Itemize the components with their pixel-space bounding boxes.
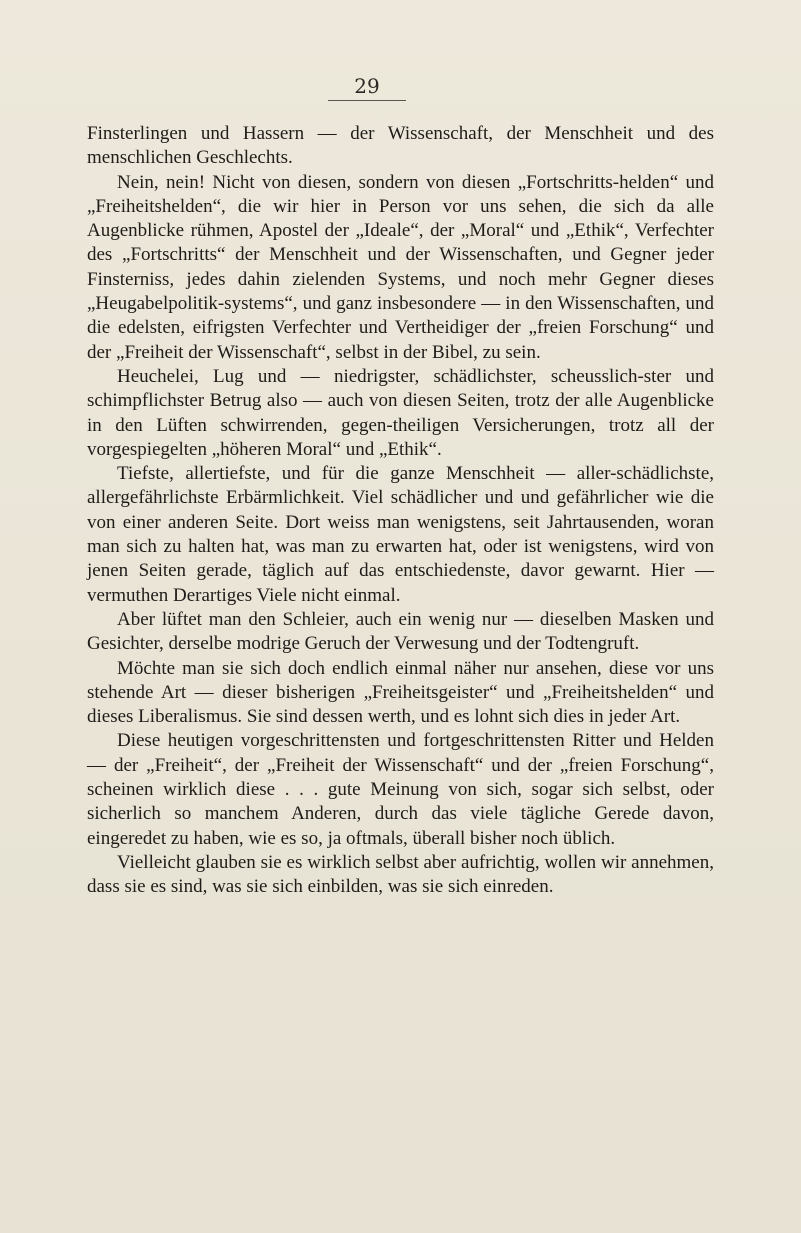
paragraph-8: Vielleicht glauben sie es wirklich selbst aber aufrichtig, wollen wir annehmen, dass sie es sind, was sie sich einbilden, was sie sich einreden. bbox=[87, 851, 714, 898]
page-number: 29 bbox=[328, 76, 406, 101]
paragraph-3: Heuchelei, Lug und — niedrigster, schädlichster, scheusslich-ster und schimpflichster Betrug also — auch von diesen Seiten, trotz der alle Augenblicke in den Lüften schwirrenden, gegen-theiligen Versicherungen, trotz all der vorgespiegelten „höheren Moral“ und „Ethik“. bbox=[87, 365, 714, 460]
paragraph-7: Diese heutigen vorgeschrittensten und fortgeschrittensten Ritter und Helden — der „Freiheit“, der „Freiheit der Wissenschaft“ und der „freien Forschung“, scheinen wirklich diese . . . gute Meinung von sich, sogar sich selbst, oder sicherlich so manchem Anderen, durch das viele tägliche Gerede davon, eingeredet zu haben, wie es so, ja oftmals, überall bisher noch üblich. bbox=[87, 730, 714, 849]
paragraph-4: Tiefste, allertiefste, und für die ganze Menschheit — aller-schädlichste, allergefährlichste Erbärmlichkeit. Viel schädlicher und und gefährlicher wie die von einer anderen Seite. Dort weiss man wenigstens, seit Jahrtausenden, woran man sich zu halten hat, was man zu erwarten hat, oder ist wenigstens, wird von jenen Seiten gerade, täglich auf das entschiedenste, davor gewarnt. Hier — vermuthen Derartiges Viele nicht einmal. bbox=[87, 463, 714, 606]
paragraph-2: Nein, nein! Nicht von diesen, sondern von diesen „Fortschritts-helden“ und „Freiheitshelden“, die wir hier in Person vor uns sehen, die sich da alle Augenblicke rühmen, Apostel der „Ideale“, der „Moral“ und „Ethik“, Verfechter des „Fortschritts“ der Menschheit und der Wissenschaften, und Gegner jeder Finsterniss, jedes dahin zielenden Systems, und noch mehr Gegner dieses „Heugabelpolitik-systems“, und ganz insbesondere — in den Wissenschaften, und die edelsten, eifrigsten Verfechter und Vertheidiger der „freien Forschung“ und der „Freiheit der Wissenschaft“, selbst in der Bibel, zu sein. bbox=[87, 171, 714, 363]
paragraph-5: Aber lüftet man den Schleier, auch ein wenig nur — dieselben Masken und Gesichter, derselbe modrige Geruch der Verwesung und der Todtengruft. bbox=[87, 608, 714, 655]
paragraph-1: Finsterlingen und Hassern — der Wissenschaft, der Menschheit und des menschlichen Geschlechts. bbox=[87, 123, 714, 169]
paragraph-6: Möchte man sie sich doch endlich einmal näher nur ansehen, diese vor uns stehende Art — dieser bisherigen „Freiheitsgeister“ und „Freiheitshelden“ und dieses Liberalismus. Sie sind dessen werth, und es lohnt sich dies in jeder Art. bbox=[87, 657, 714, 728]
body-text bbox=[87, 122, 714, 900]
